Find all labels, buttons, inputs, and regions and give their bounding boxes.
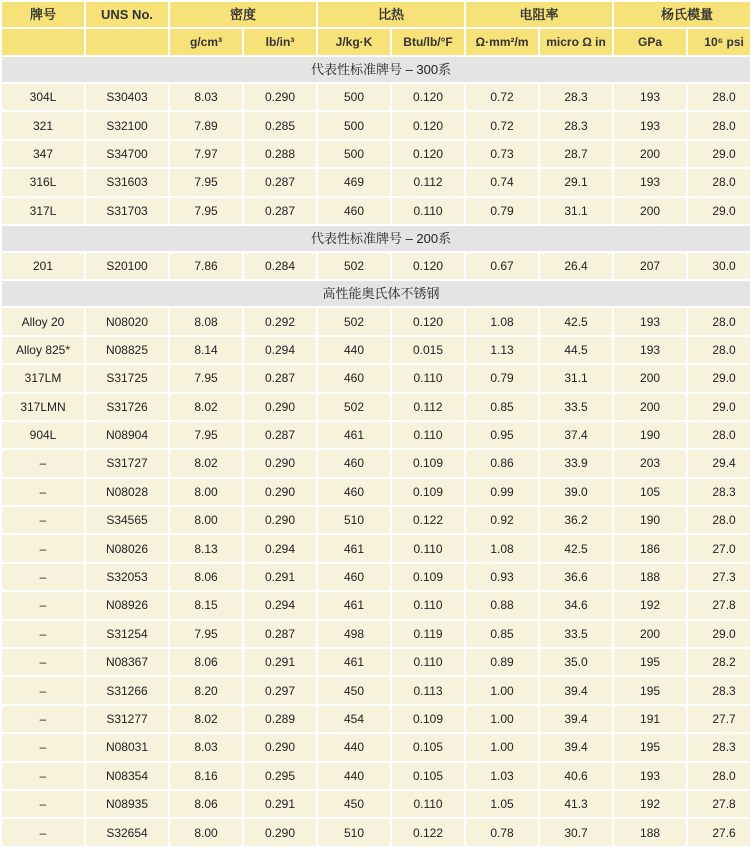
table-cell: 7.95 xyxy=(170,198,242,224)
table-cell: 7.95 xyxy=(170,365,242,391)
section-header-row xyxy=(2,57,750,82)
table-cell: – xyxy=(2,819,84,845)
table-cell: 0.110 xyxy=(392,791,464,817)
table-cell: – xyxy=(2,649,84,675)
table-row xyxy=(2,479,750,505)
table-cell: 28.3 xyxy=(688,479,750,505)
table-cell: 0.294 xyxy=(244,592,316,618)
table-cell: 0.79 xyxy=(466,198,538,224)
table-cell: 0.110 xyxy=(392,649,464,675)
header-grade: 牌号 xyxy=(2,2,84,27)
table-cell: 39.4 xyxy=(540,706,612,732)
table-cell: – xyxy=(2,706,84,732)
table-cell: 8.00 xyxy=(170,819,242,845)
table-cell: 500 xyxy=(318,112,390,138)
table-cell: 0.110 xyxy=(392,535,464,561)
table-cell: 440 xyxy=(318,763,390,789)
table-cell: – xyxy=(2,734,84,760)
table-row xyxy=(2,819,750,845)
table-cell: 0.74 xyxy=(466,169,538,195)
table-header xyxy=(2,2,750,55)
table-cell: 0.110 xyxy=(392,365,464,391)
table-cell: 193 xyxy=(614,763,686,789)
table-cell: 192 xyxy=(614,592,686,618)
table-cell: 347 xyxy=(2,141,84,167)
table-cell: 28.0 xyxy=(688,337,750,363)
table-cell: 1.13 xyxy=(466,337,538,363)
unit-cell: J/kg·K xyxy=(318,29,390,55)
table-cell: 28.0 xyxy=(688,308,750,334)
table-cell: 188 xyxy=(614,819,686,845)
table-cell: 0.292 xyxy=(244,308,316,334)
table-cell: 193 xyxy=(614,112,686,138)
table-cell: 0.109 xyxy=(392,450,464,476)
table-cell: 42.5 xyxy=(540,308,612,334)
table-cell: 0.015 xyxy=(392,337,464,363)
table-row xyxy=(2,253,750,279)
table-cell: 39.4 xyxy=(540,734,612,760)
table-cell: 0.120 xyxy=(392,141,464,167)
header-specific-heat: 比热 xyxy=(318,2,464,27)
table-cell: S32100 xyxy=(86,112,168,138)
table-cell: 0.290 xyxy=(244,734,316,760)
table-cell: 0.287 xyxy=(244,198,316,224)
table-cell: 0.287 xyxy=(244,365,316,391)
table-cell: 28.0 xyxy=(688,112,750,138)
table-cell: 8.14 xyxy=(170,337,242,363)
table-cell: 195 xyxy=(614,734,686,760)
table-cell: 0.72 xyxy=(466,112,538,138)
table-cell: 0.295 xyxy=(244,763,316,789)
table-cell: 8.00 xyxy=(170,479,242,505)
table-cell: 500 xyxy=(318,84,390,110)
table-cell: 0.72 xyxy=(466,84,538,110)
table-row xyxy=(2,169,750,195)
table-cell: 0.110 xyxy=(392,422,464,448)
table-cell: 36.6 xyxy=(540,564,612,590)
table-row xyxy=(2,141,750,167)
table-cell: 39.4 xyxy=(540,677,612,703)
unit-cell: g/cm³ xyxy=(170,29,242,55)
table-cell: 30.0 xyxy=(688,253,750,279)
header-uns: UNS No. xyxy=(86,2,168,27)
table-cell: 1.08 xyxy=(466,535,538,561)
table-cell: N08926 xyxy=(86,592,168,618)
table-cell: 0.86 xyxy=(466,450,538,476)
table-cell: N08904 xyxy=(86,422,168,448)
table-cell: 42.5 xyxy=(540,535,612,561)
table-cell: 317L xyxy=(2,198,84,224)
table-cell: 34.6 xyxy=(540,592,612,618)
table-row xyxy=(2,308,750,334)
table-cell: 0.122 xyxy=(392,819,464,845)
header-resistivity: 电阻率 xyxy=(466,2,612,27)
table-cell: 1.05 xyxy=(466,791,538,817)
table-cell: N08031 xyxy=(86,734,168,760)
table-row xyxy=(2,734,750,760)
table-cell: 317LM xyxy=(2,365,84,391)
table-cell: 0.290 xyxy=(244,507,316,533)
table-cell: S31254 xyxy=(86,621,168,647)
table-cell: 0.110 xyxy=(392,198,464,224)
table-cell: 460 xyxy=(318,198,390,224)
table-cell: 440 xyxy=(318,337,390,363)
table-cell: 191 xyxy=(614,706,686,732)
table-cell: 28.0 xyxy=(688,507,750,533)
table-row xyxy=(2,84,750,110)
unit-cell: lb/in³ xyxy=(244,29,316,55)
table-cell: 1.00 xyxy=(466,734,538,760)
unit-cell: Ω·mm²/m xyxy=(466,29,538,55)
table-cell: 28.0 xyxy=(688,84,750,110)
header-modulus: 杨氏模量 xyxy=(614,2,750,27)
table-cell: 0.112 xyxy=(392,169,464,195)
table-cell: 461 xyxy=(318,422,390,448)
table-row xyxy=(2,677,750,703)
table-cell: S32053 xyxy=(86,564,168,590)
table-cell: 188 xyxy=(614,564,686,590)
table-cell: 0.290 xyxy=(244,394,316,420)
table-cell: 316L xyxy=(2,169,84,195)
table-cell: 193 xyxy=(614,308,686,334)
table-cell: – xyxy=(2,535,84,561)
table-cell: 40.6 xyxy=(540,763,612,789)
table-cell: 27.6 xyxy=(688,819,750,845)
table-cell: 192 xyxy=(614,791,686,817)
table-cell: 28.0 xyxy=(688,763,750,789)
table-cell: S30403 xyxy=(86,84,168,110)
table-cell: S34700 xyxy=(86,141,168,167)
table-cell: 321 xyxy=(2,112,84,138)
table-cell: 8.06 xyxy=(170,564,242,590)
table-cell: 41.3 xyxy=(540,791,612,817)
table-cell: 460 xyxy=(318,365,390,391)
table-cell: 461 xyxy=(318,535,390,561)
table-cell: 29.1 xyxy=(540,169,612,195)
table-cell: 201 xyxy=(2,253,84,279)
table-cell: 44.5 xyxy=(540,337,612,363)
table-cell: 186 xyxy=(614,535,686,561)
table-row xyxy=(2,649,750,675)
table-cell: 0.89 xyxy=(466,649,538,675)
table-cell: 36.2 xyxy=(540,507,612,533)
section-header-row xyxy=(2,226,750,251)
table-cell: 29.0 xyxy=(688,621,750,647)
table-cell: 28.0 xyxy=(688,169,750,195)
table-cell: 0.297 xyxy=(244,677,316,703)
table-cell: 0.95 xyxy=(466,422,538,448)
table-cell: 0.120 xyxy=(392,308,464,334)
table-cell: 28.3 xyxy=(540,84,612,110)
table-cell: 7.89 xyxy=(170,112,242,138)
table-cell: 0.92 xyxy=(466,507,538,533)
table-body xyxy=(2,57,750,846)
table-cell: 1.00 xyxy=(466,677,538,703)
table-cell: 469 xyxy=(318,169,390,195)
table-row xyxy=(2,394,750,420)
table-cell: N08367 xyxy=(86,649,168,675)
table-cell: 0.85 xyxy=(466,621,538,647)
table-cell: 193 xyxy=(614,337,686,363)
table-cell: 454 xyxy=(318,706,390,732)
table-cell: – xyxy=(2,479,84,505)
table-cell: – xyxy=(2,621,84,647)
table-cell: 27.7 xyxy=(688,706,750,732)
unit-cell: GPa xyxy=(614,29,686,55)
table-row xyxy=(2,535,750,561)
table-cell: 0.289 xyxy=(244,706,316,732)
table-cell: – xyxy=(2,592,84,618)
table-cell: 8.02 xyxy=(170,450,242,476)
table-cell: 8.20 xyxy=(170,677,242,703)
table-cell: 195 xyxy=(614,677,686,703)
table-cell: S31726 xyxy=(86,394,168,420)
table-cell: 207 xyxy=(614,253,686,279)
table-cell: 0.294 xyxy=(244,535,316,561)
table-cell: 0.291 xyxy=(244,564,316,590)
table-cell: Alloy 20 xyxy=(2,308,84,334)
table-cell: 31.1 xyxy=(540,365,612,391)
table-cell: 31.1 xyxy=(540,198,612,224)
table-cell: N08825 xyxy=(86,337,168,363)
table-cell: 0.284 xyxy=(244,253,316,279)
table-cell: 8.15 xyxy=(170,592,242,618)
table-cell: 0.105 xyxy=(392,763,464,789)
table-cell: 28.3 xyxy=(688,734,750,760)
table-cell: 0.290 xyxy=(244,819,316,845)
table-cell: 7.86 xyxy=(170,253,242,279)
table-cell: S31725 xyxy=(86,365,168,391)
table-cell: 28.3 xyxy=(688,677,750,703)
table-cell: 0.288 xyxy=(244,141,316,167)
table-cell: N08028 xyxy=(86,479,168,505)
table-cell: – xyxy=(2,450,84,476)
unit-cell: micro Ω in xyxy=(540,29,612,55)
table-cell: 500 xyxy=(318,141,390,167)
table-cell: 7.95 xyxy=(170,422,242,448)
table-cell: 0.290 xyxy=(244,479,316,505)
table-cell: 0.109 xyxy=(392,564,464,590)
table-cell: S31603 xyxy=(86,169,168,195)
table-cell: 0.294 xyxy=(244,337,316,363)
table-cell: 200 xyxy=(614,141,686,167)
table-cell: 502 xyxy=(318,308,390,334)
table-cell: 0.79 xyxy=(466,365,538,391)
table-row xyxy=(2,791,750,817)
table-cell: 190 xyxy=(614,422,686,448)
table-cell: 0.99 xyxy=(466,479,538,505)
table-cell: 0.110 xyxy=(392,592,464,618)
table-cell: N08935 xyxy=(86,791,168,817)
table-cell: 0.122 xyxy=(392,507,464,533)
table-cell: 0.109 xyxy=(392,479,464,505)
table-row xyxy=(2,198,750,224)
table-cell: 200 xyxy=(614,365,686,391)
table-cell: 304L xyxy=(2,84,84,110)
table-cell: 502 xyxy=(318,253,390,279)
table-cell: 0.119 xyxy=(392,621,464,647)
table-cell: 7.95 xyxy=(170,169,242,195)
table-cell: 460 xyxy=(318,479,390,505)
table-cell: 0.88 xyxy=(466,592,538,618)
table-cell: 35.0 xyxy=(540,649,612,675)
table-cell: – xyxy=(2,564,84,590)
table-row xyxy=(2,592,750,618)
table-cell: 1.08 xyxy=(466,308,538,334)
table-row xyxy=(2,507,750,533)
table-cell: 0.109 xyxy=(392,706,464,732)
table-row xyxy=(2,763,750,789)
table-cell: 0.85 xyxy=(466,394,538,420)
table-cell: 460 xyxy=(318,450,390,476)
table-cell: 28.3 xyxy=(540,112,612,138)
header-density: 密度 xyxy=(170,2,316,27)
table-cell: 193 xyxy=(614,169,686,195)
table-cell: 193 xyxy=(614,84,686,110)
section-title: 代表性标准牌号 – 300系 xyxy=(2,57,750,82)
table-cell: 8.02 xyxy=(170,706,242,732)
table-cell: S31727 xyxy=(86,450,168,476)
table-cell: 0.73 xyxy=(466,141,538,167)
table-cell: 28.7 xyxy=(540,141,612,167)
table-cell: S34565 xyxy=(86,507,168,533)
table-row xyxy=(2,706,750,732)
table-row xyxy=(2,112,750,138)
table-cell: 0.120 xyxy=(392,253,464,279)
table-cell: 8.03 xyxy=(170,734,242,760)
table-cell: – xyxy=(2,507,84,533)
table-cell: 27.0 xyxy=(688,535,750,561)
unit-cell: Btu/lb/°F xyxy=(392,29,464,55)
table-cell: 8.03 xyxy=(170,84,242,110)
table-cell: S31266 xyxy=(86,677,168,703)
table-cell: 30.7 xyxy=(540,819,612,845)
table-cell: 28.2 xyxy=(688,649,750,675)
table-cell: 27.3 xyxy=(688,564,750,590)
table-cell: 0.291 xyxy=(244,649,316,675)
table-cell: 904L xyxy=(2,422,84,448)
table-cell: 0.67 xyxy=(466,253,538,279)
table-cell: 29.0 xyxy=(688,198,750,224)
table-cell: 0.287 xyxy=(244,621,316,647)
table-cell: 0.78 xyxy=(466,819,538,845)
table-row xyxy=(2,337,750,363)
table-cell: 105 xyxy=(614,479,686,505)
table-cell: 190 xyxy=(614,507,686,533)
section-header-row xyxy=(2,281,750,306)
table-cell: 29.4 xyxy=(688,450,750,476)
table-cell: 27.8 xyxy=(688,592,750,618)
table-cell: 0.290 xyxy=(244,450,316,476)
table-cell: 200 xyxy=(614,198,686,224)
table-cell: 8.00 xyxy=(170,507,242,533)
table-cell: 0.287 xyxy=(244,422,316,448)
table-cell: 0.120 xyxy=(392,112,464,138)
table-cell: 200 xyxy=(614,621,686,647)
unit-cell xyxy=(2,29,84,55)
table-cell: 37.4 xyxy=(540,422,612,448)
table-cell: S20100 xyxy=(86,253,168,279)
section-title: 高性能奥氏体不锈钢 xyxy=(2,281,750,306)
table-cell: Alloy 825* xyxy=(2,337,84,363)
table-cell: 26.4 xyxy=(540,253,612,279)
table-cell: N08354 xyxy=(86,763,168,789)
table-cell: 440 xyxy=(318,734,390,760)
table-cell: 450 xyxy=(318,791,390,817)
table-cell: 0.291 xyxy=(244,791,316,817)
unit-cell xyxy=(86,29,168,55)
table-cell: S31703 xyxy=(86,198,168,224)
table-cell: 510 xyxy=(318,819,390,845)
table-cell: 203 xyxy=(614,450,686,476)
table-cell: 33.9 xyxy=(540,450,612,476)
table-cell: 461 xyxy=(318,649,390,675)
table-row xyxy=(2,422,750,448)
table-cell: 1.03 xyxy=(466,763,538,789)
table-row xyxy=(2,564,750,590)
table-cell: 33.5 xyxy=(540,621,612,647)
table-cell: N08020 xyxy=(86,308,168,334)
table-row xyxy=(2,365,750,391)
table-cell: 510 xyxy=(318,507,390,533)
table-cell: 8.06 xyxy=(170,791,242,817)
table-cell: N08026 xyxy=(86,535,168,561)
table-cell: 0.287 xyxy=(244,169,316,195)
table-row xyxy=(2,450,750,476)
table-cell: 498 xyxy=(318,621,390,647)
table-cell: S32654 xyxy=(86,819,168,845)
table-cell: – xyxy=(2,763,84,789)
table-cell: 460 xyxy=(318,564,390,590)
table-cell: – xyxy=(2,791,84,817)
table-cell: 200 xyxy=(614,394,686,420)
table-cell: 0.93 xyxy=(466,564,538,590)
table-cell: 8.08 xyxy=(170,308,242,334)
section-title: 代表性标准牌号 – 200系 xyxy=(2,226,750,251)
table-cell: 0.105 xyxy=(392,734,464,760)
table-cell: 28.0 xyxy=(688,422,750,448)
table-cell: 8.13 xyxy=(170,535,242,561)
table-cell: 29.0 xyxy=(688,141,750,167)
table-cell: 0.290 xyxy=(244,84,316,110)
table-cell: 8.02 xyxy=(170,394,242,420)
table-cell: 1.00 xyxy=(466,706,538,732)
table-cell: 39.0 xyxy=(540,479,612,505)
table-cell: – xyxy=(2,677,84,703)
table-cell: 7.95 xyxy=(170,621,242,647)
table-cell: 29.0 xyxy=(688,394,750,420)
table-cell: 0.112 xyxy=(392,394,464,420)
table-cell: 0.113 xyxy=(392,677,464,703)
table-cell: 27.8 xyxy=(688,791,750,817)
table-cell: 502 xyxy=(318,394,390,420)
table-cell: 317LMN xyxy=(2,394,84,420)
table-cell: 33.5 xyxy=(540,394,612,420)
table-cell: 195 xyxy=(614,649,686,675)
unit-cell: 10⁶ psi xyxy=(688,29,750,55)
table-cell: 0.285 xyxy=(244,112,316,138)
table-cell: 450 xyxy=(318,677,390,703)
table-cell: S31277 xyxy=(86,706,168,732)
table-cell: 8.06 xyxy=(170,649,242,675)
table-cell: 0.120 xyxy=(392,84,464,110)
table-cell: 461 xyxy=(318,592,390,618)
table-row xyxy=(2,621,750,647)
table-cell: 29.0 xyxy=(688,365,750,391)
table-cell: 8.16 xyxy=(170,763,242,789)
table-cell: 7.97 xyxy=(170,141,242,167)
